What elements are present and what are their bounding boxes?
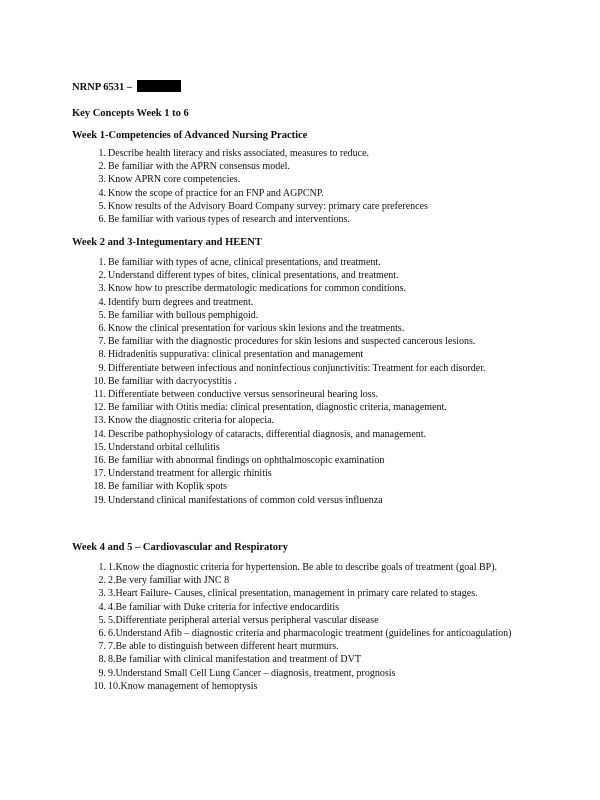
list-item	[90, 653, 560, 666]
list-item	[90, 388, 560, 401]
list-item-text: 3.Heart Failure- Causes, clinical presentation, management in primary care related to stages.	[108, 588, 478, 600]
list-item	[90, 480, 560, 493]
list-item-text: Understand orbital cellulitis	[108, 441, 220, 453]
list-week-2-3	[90, 256, 560, 507]
list-item-number: 13.	[93, 415, 106, 427]
list-item	[90, 614, 560, 627]
list-item-text: Describe pathophysiology of cataracts, differential diagnosis, and management.	[108, 428, 427, 440]
list-item-number: 12.	[93, 402, 106, 414]
list-item-text: Differentiate between conductive versus sensorineural hearing loss.	[108, 389, 378, 401]
list-item-number: 7.	[98, 336, 106, 348]
list-item	[90, 213, 560, 226]
list-week-4-5	[90, 561, 560, 693]
list-item	[90, 640, 560, 653]
list-item-number: 16.	[93, 455, 106, 467]
list-item-number: 6.	[98, 214, 106, 226]
list-item-text: Be familiar with various types of research and interventions.	[108, 214, 350, 226]
list-item	[90, 680, 560, 693]
list-item-text: Know the diagnostic criteria for alopecia.	[108, 415, 275, 427]
list-item	[90, 296, 560, 309]
list-item-text: 7.Be able to distinguish between different heart murmurs.	[108, 641, 339, 653]
list-item-number: 4.	[98, 187, 106, 199]
list-item-text: Understand different types of bites, clinical presentations, and treatment.	[108, 270, 399, 282]
list-item	[90, 322, 560, 335]
list-item-number: 5.	[98, 200, 106, 212]
list-item-text: Be familiar with the APRN consensus model.	[108, 161, 290, 173]
list-item-number: 9.	[98, 362, 106, 374]
list-item	[90, 627, 560, 640]
list-item-number: 19.	[93, 494, 106, 506]
list-item	[90, 667, 560, 680]
list-item-number: 6.	[98, 323, 106, 335]
list-item	[90, 309, 560, 322]
list-item-number: 4.	[98, 296, 106, 308]
list-item-number: 14.	[93, 428, 106, 440]
list-item-text: 9.Understand Small Cell Lung Cancer – diagnosis, treatment, prognosis	[108, 667, 396, 679]
list-item	[90, 160, 560, 173]
list-item-number: 3.	[98, 283, 106, 295]
list-item	[90, 414, 560, 427]
list-item-number: 5.	[98, 309, 106, 321]
list-item-text: Describe health literacy and risks associated, measures to reduce.	[108, 148, 370, 159]
list-item	[90, 187, 560, 200]
list-item-text: Identify burn degrees and treatment.	[108, 296, 254, 308]
list-item-text: Know the clinical presentation for various skin lesions and the treatments.	[108, 323, 405, 335]
list-item	[90, 561, 560, 574]
list-item	[90, 269, 560, 282]
list-item	[90, 200, 560, 213]
document-title: Key Concepts Week 1 to 6	[72, 108, 189, 119]
list-item-text: Know APRN core competencies.	[108, 174, 241, 186]
section-heading-week-4-5: Week 4 and 5 – Cardiovascular and Respiratory	[72, 542, 288, 553]
list-item-text: 2.Be very familiar with JNC 8	[108, 575, 230, 587]
list-item-text: Understand treatment for allergic rhinitis	[108, 468, 272, 480]
list-item-text: Be familiar with bullous pemphigoid.	[108, 309, 259, 321]
list-item-text: 6.Understand Afib – diagnostic criteria and pharmacologic treatment (guidelines for anticoagulation)	[108, 628, 512, 640]
list-item-text: 5.Differentiate peripheral arterial versus peripheral vascular disease	[108, 614, 379, 626]
list-item-text: Understand clinical manifestations of common cold versus influenza	[108, 494, 383, 506]
list-item-text: 8.Be familiar with clinical manifestation and treatment of DVT	[108, 654, 361, 666]
list-item-number: 2.	[98, 161, 106, 173]
list-item-number: 5.	[98, 614, 106, 626]
list-item-number: 10.	[93, 680, 106, 692]
list-item	[90, 173, 560, 186]
course-header	[72, 80, 181, 93]
list-item-number: 6.	[98, 628, 106, 640]
list-item-number: 4.	[98, 601, 106, 613]
list-item-number: 1.	[98, 257, 106, 268]
list-item-text: 10.Know management of hemoptysis	[108, 680, 258, 692]
list-item-number: 2.	[98, 575, 106, 587]
list-item	[90, 256, 560, 269]
list-item	[90, 282, 560, 295]
list-item	[90, 454, 560, 467]
list-item-number: 11.	[93, 389, 106, 401]
list-item-number: 18.	[93, 481, 106, 493]
list-item	[90, 348, 560, 361]
list-item	[90, 574, 560, 587]
list-item-number: 2.	[98, 270, 106, 282]
list-item	[90, 428, 560, 441]
redacted-name-block	[137, 80, 181, 92]
list-item-text: Be familiar with Koplik spots	[108, 481, 227, 493]
list-item	[90, 601, 560, 614]
list-item-number: 1.	[98, 562, 106, 573]
section-heading-week-2-3: Week 2 and 3-Integumentary and HEENT	[72, 237, 262, 248]
section-heading-week-1: Week 1-Competencies of Advanced Nursing Practice	[72, 130, 308, 141]
list-item-number: 3.	[98, 588, 106, 600]
list-item-text: Be familiar with types of acne, clinical presentations, and treatment.	[108, 257, 381, 268]
list-item-text: Be familiar with dacryocystitis .	[108, 375, 237, 387]
list-item	[90, 401, 560, 414]
list-item-text: Know results of the Advisory Board Company survey: primary care preferences	[108, 200, 428, 212]
list-item	[90, 335, 560, 348]
list-item-text: 1.Know the diagnostic criteria for hypertension. Be able to describe goals of treatment (goal BP).	[108, 562, 498, 573]
list-item-text: 4.Be familiar with Duke criteria for infective endocarditis	[108, 601, 340, 613]
course-code: NRNP 6531 –	[72, 82, 133, 93]
list-item-number: 8.	[98, 349, 106, 361]
list-item	[90, 362, 560, 375]
list-item-number: 8.	[98, 654, 106, 666]
list-item	[90, 147, 560, 160]
list-item-number: 10.	[93, 375, 106, 387]
list-item-number: 9.	[98, 667, 106, 679]
list-item-number: 15.	[93, 441, 106, 453]
list-item-text: Know the scope of practice for an FNP and AGPCNP.	[108, 187, 324, 199]
list-item-text: Hidradenitis suppurativa: clinical presentation and management	[108, 349, 364, 361]
list-item-number: 3.	[98, 174, 106, 186]
list-item-number: 7.	[98, 641, 106, 653]
list-item	[90, 375, 560, 388]
list-item-text: Know how to prescribe dermatologic medications for common conditions.	[108, 283, 406, 295]
list-item-number: 1.	[98, 148, 106, 159]
list-item	[90, 587, 560, 600]
list-item	[90, 467, 560, 480]
list-item	[90, 441, 560, 454]
list-item-text: Differentiate between infectious and noninfectious conjunctivitis: Treatment for each disorder.	[108, 362, 486, 374]
list-item	[90, 494, 560, 507]
list-item-number: 17.	[93, 468, 106, 480]
list-item-text: Be familiar with abnormal findings on ophthalmoscopic examination	[108, 455, 385, 467]
list-item-text: Be familiar with the diagnostic procedures for skin lesions and suspected cancerous lesions.	[108, 336, 476, 348]
list-week-1	[90, 147, 560, 226]
list-item-text: Be familiar with Otitis media: clinical presentation, diagnostic criteria, management.	[108, 402, 447, 414]
